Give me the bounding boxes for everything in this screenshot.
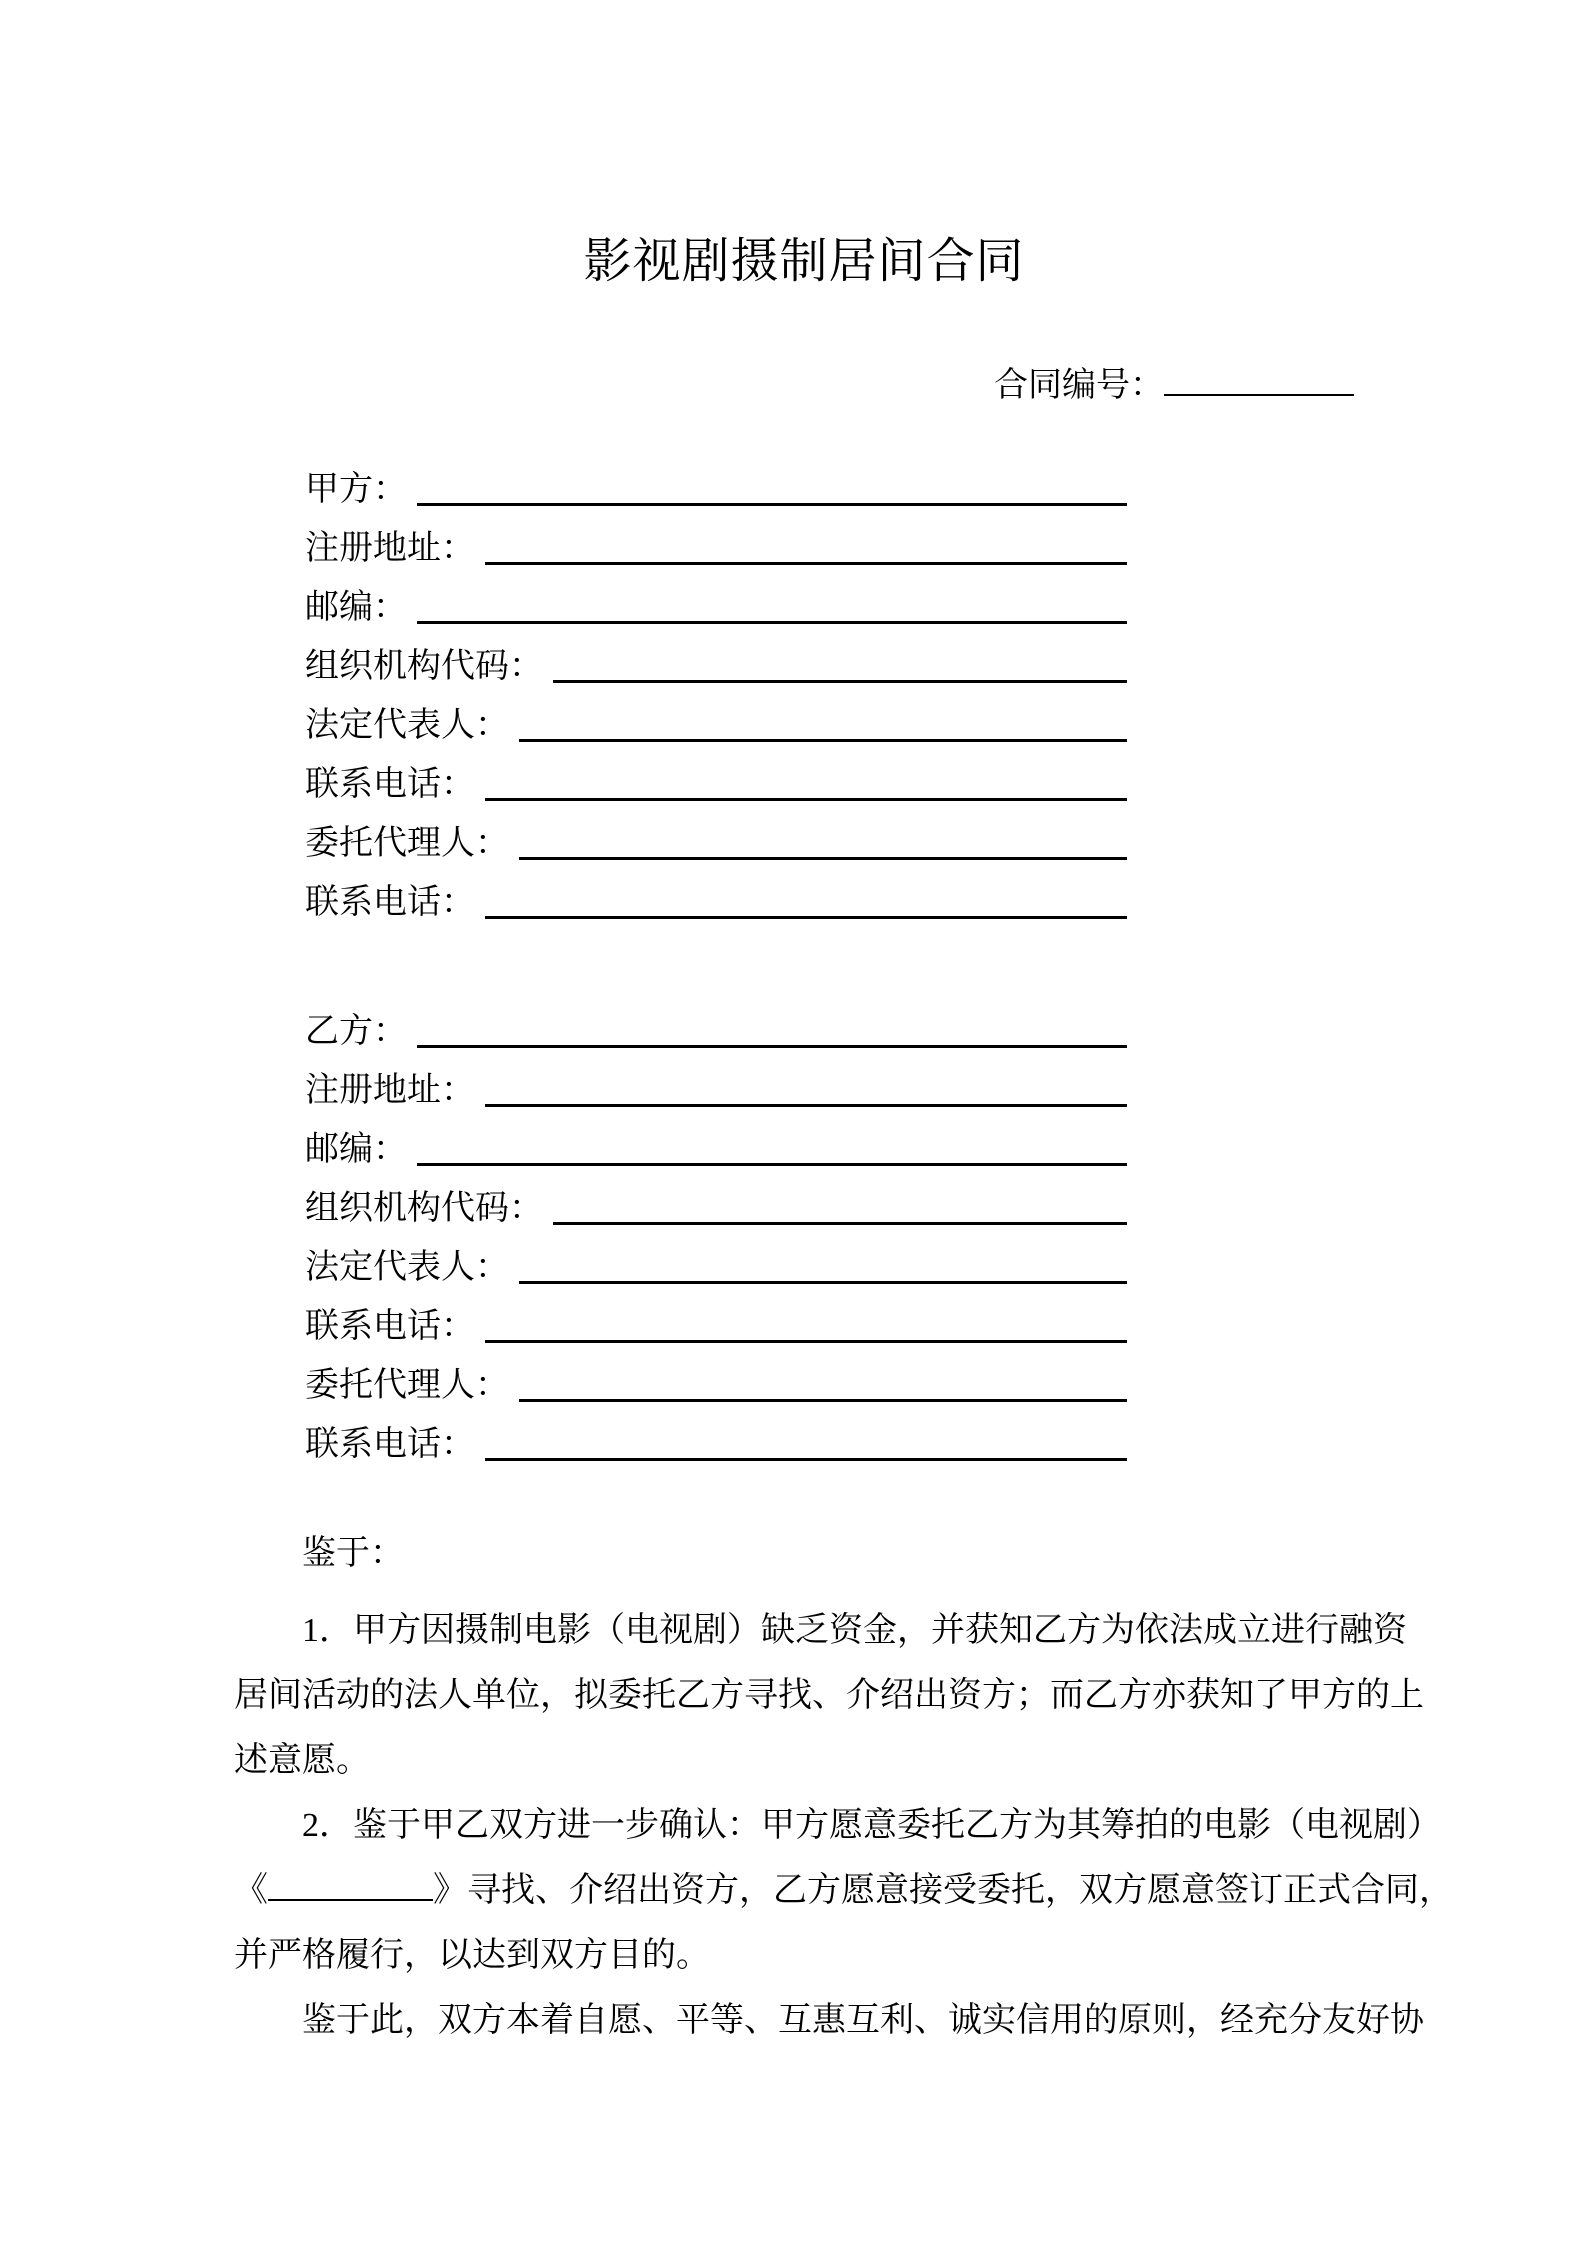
field-blank[interactable] bbox=[485, 1104, 1127, 1107]
party-b-field-row-postcode bbox=[305, 1112, 1127, 1171]
party-a-field-row-legal-rep bbox=[305, 688, 1127, 747]
field-label: 联系电话： bbox=[305, 1425, 475, 1463]
field-label: 注册地址： bbox=[305, 1071, 475, 1109]
party-a-field-row-org-code bbox=[305, 629, 1127, 688]
field-blank[interactable] bbox=[417, 1163, 1127, 1166]
field-label: 法定代表人： bbox=[305, 706, 509, 744]
field-label: 委托代理人： bbox=[305, 1366, 509, 1404]
party-a-field-row-address bbox=[305, 511, 1127, 570]
contract-no-label: 合同编号： bbox=[994, 367, 1164, 404]
party-a-field-row-postcode bbox=[305, 570, 1127, 629]
field-blank[interactable] bbox=[519, 857, 1127, 860]
field-blank[interactable] bbox=[417, 1045, 1127, 1048]
party-b-field-row-phone-1 bbox=[305, 1289, 1127, 1348]
party-b-field-row-address bbox=[305, 1053, 1127, 1112]
field-blank[interactable] bbox=[485, 916, 1127, 919]
field-blank[interactable] bbox=[519, 1399, 1127, 1402]
field-label: 组织机构代码： bbox=[305, 1189, 543, 1227]
party-a-field-row-phone-2 bbox=[305, 865, 1127, 924]
party-a-field-row-phone-1 bbox=[305, 747, 1127, 806]
page-title: 影视剧摄制居间合同 bbox=[583, 235, 1025, 288]
field-label: 注册地址： bbox=[305, 529, 475, 567]
contract-no-row bbox=[234, 356, 1374, 410]
whereas-clause1-line2: 居间活动的法人单位，拟委托乙方寻找、介绍出资方；而乙方亦获知了甲方的上 bbox=[234, 1677, 1424, 1714]
field-blank[interactable] bbox=[417, 503, 1127, 506]
whereas-clause2-line2-text: 》寻找、介绍出资方，乙方愿意接受委托，双方愿意签订正式合同， bbox=[433, 1872, 1453, 1909]
party-a-field-row-name bbox=[305, 452, 1127, 511]
film-title-blank[interactable] bbox=[268, 1859, 433, 1901]
field-blank[interactable] bbox=[553, 1222, 1127, 1225]
whereas-clause1-line3: 述意愿。 bbox=[234, 1742, 370, 1779]
whereas-clause2-line2 bbox=[234, 1858, 1453, 1923]
film-title-bracket-open: 《 bbox=[234, 1872, 268, 1909]
whereas-clause1-line1: 1．甲方因摄制电影（电视剧）缺乏资金，并获知乙方为依法成立进行融资 bbox=[302, 1612, 1407, 1649]
field-label: 邮编： bbox=[305, 588, 407, 626]
party-b-field-row-org-code bbox=[305, 1171, 1127, 1230]
whereas-closing-line: 鉴于此，双方本着自愿、平等、互惠互利、诚实信用的原则，经充分友好协 bbox=[302, 2002, 1424, 2039]
field-blank[interactable] bbox=[485, 1340, 1127, 1343]
field-label: 委托代理人： bbox=[305, 824, 509, 862]
field-blank[interactable] bbox=[519, 739, 1127, 742]
field-label: 联系电话： bbox=[305, 765, 475, 803]
field-label: 乙方： bbox=[305, 1012, 407, 1050]
field-label: 法定代表人： bbox=[305, 1248, 509, 1286]
party-a-field-row-agent bbox=[305, 806, 1127, 865]
field-label: 联系电话： bbox=[305, 1307, 475, 1345]
party-b-field-row-agent bbox=[305, 1348, 1127, 1407]
field-blank[interactable] bbox=[485, 798, 1127, 801]
whereas-heading: 鉴于： bbox=[302, 1535, 404, 1572]
whereas-clause2-line1: 2．鉴于甲乙双方进一步确认：甲方愿意委托乙方为其筹拍的电影（电视剧） bbox=[302, 1807, 1441, 1844]
field-blank[interactable] bbox=[553, 680, 1127, 683]
party-b-field-row-phone-2 bbox=[305, 1407, 1127, 1466]
field-blank[interactable] bbox=[417, 621, 1127, 624]
whereas-section bbox=[234, 1521, 1453, 2053]
field-blank[interactable] bbox=[485, 562, 1127, 565]
page-content bbox=[234, 0, 1453, 2053]
whereas-clause2-line3: 并严格履行，以达到双方目的。 bbox=[234, 1937, 710, 1974]
party-a-section bbox=[234, 452, 1374, 924]
field-label: 组织机构代码： bbox=[305, 647, 543, 685]
party-b-field-row-legal-rep bbox=[305, 1230, 1127, 1289]
field-blank[interactable] bbox=[485, 1458, 1127, 1461]
party-b-field-row-name bbox=[305, 994, 1127, 1053]
contract-no-blank[interactable] bbox=[1164, 356, 1354, 396]
field-label: 联系电话： bbox=[305, 883, 475, 921]
field-label: 邮编： bbox=[305, 1130, 407, 1168]
field-label: 甲方： bbox=[305, 470, 407, 508]
party-b-section bbox=[234, 994, 1374, 1466]
field-blank[interactable] bbox=[519, 1281, 1127, 1284]
